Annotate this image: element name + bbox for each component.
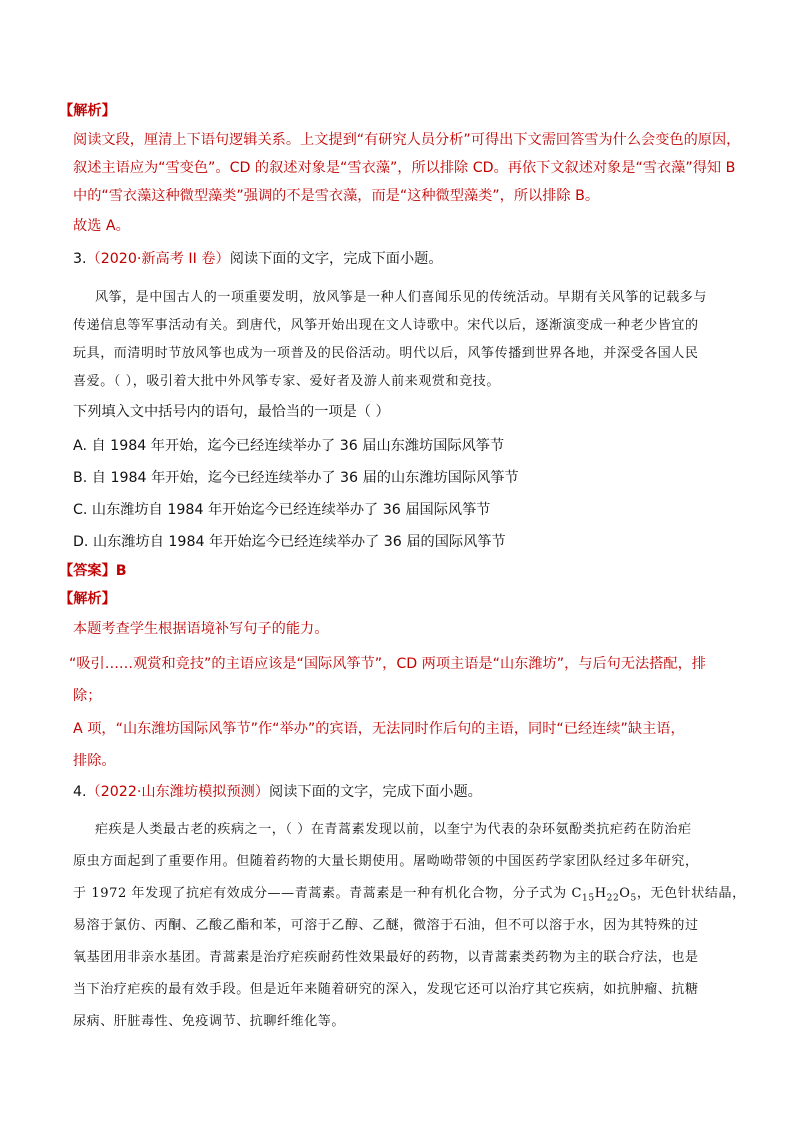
question-prompt: 阅读下面的文字，完成下面小题。 <box>229 251 443 267</box>
answer-line <box>59 561 127 581</box>
passage-line: 疟疾是人类最古老的疾病之一，（ ）在青蒿素发现以前，以奎宁为代表的杂环氨酚类抗疟药在防治疟 <box>95 822 692 837</box>
analysis-line-2: 叙述主语应为“雪变色”。CD 的叙述对象是“雪衣藻”，所以排除 CD。再依下文叙述对象是“雪衣藻”得知 B <box>73 160 736 176</box>
passage-line: 传递信息等军事活动有关。到唐代，风筝开始出现在文人诗歌中。宋代以后，逐渐演变成一种老少皆宜的 <box>73 318 699 333</box>
passage-line: 于 1972 年发现了抗疟有效成分——青蒿素。青蒿素是一种有机化合物，分子式为 $C_{15}H_{22}O_5$，无色针状结晶， <box>73 886 746 904</box>
passage-line: 风筝，是中国古人的一项重要发明，放风筝是一种人们喜闻乐见的传统活动。早期有关风筝的记载多与 <box>95 290 708 305</box>
analysis-line: 除； <box>73 688 102 704</box>
passage-line: 氧基团用非亲水基团。青蒿素是治疗疟疾耐药性效果最好的药物，以青蒿素类药物为主的联合疗法，也是 <box>73 950 699 965</box>
analysis-line: 本题考查学生根据语境补写句子的能力。 <box>73 621 329 637</box>
conclusion: 故选 A。 <box>73 218 130 234</box>
passage-line: 当下治疗疟疾的最有效手段。但是近年来随着研究的深入，发现它还可以治疗其它疾病，如抗肿瘤、抗糖 <box>73 982 699 997</box>
question-stem: 下列填入文中括号内的语句，最恰当的一项是（ ） <box>73 404 390 420</box>
passage-line: 玩具，而清明时节放风筝也成为一项普及的民俗活动。明代以后，风筝传播到世界各地，并深受各国人民 <box>73 346 699 361</box>
option-c: C. 山东潍坊自 1984 年开始迄今已经连续举办了 36 届国际风筝节 <box>73 502 491 518</box>
analysis-line-1: 阅读文段，厘清上下语句逻辑关系。上文提到“有研究人员分析”可得出下文需回答雪为什么会变色的原因， <box>73 132 741 148</box>
passage-line: 易溶于氯仿、丙酮、乙酸乙酯和苯，可溶于乙醇、乙醚，微溶于石油，但不可以溶于水，因为其特殊的过 <box>73 918 699 933</box>
option-d: D. 山东潍坊自 1984 年开始迄今已经连续举办了 36 届的国际风筝节 <box>73 534 506 550</box>
question-source: （2020·新高考 II 卷） <box>86 251 230 267</box>
passage-line: 原虫方面起到了重要作用。但随着药物的大量长期使用。屠呦呦带领的中国医药学家团队经过多年研究， <box>73 854 699 869</box>
analysis-line: A 项，“山东潍坊国际风筝节”作“举办”的宾语，无法同时作后句的主语，同时“已经连续”缺主语， <box>73 721 685 737</box>
answer-value: B <box>115 563 127 579</box>
question-number: 3. <box>73 251 87 267</box>
option-a: A. 自 1984 年开始，迄今已经连续举办了 36 届山东潍坊国际风筝节 <box>73 438 505 454</box>
answer-tag: 【答案】 <box>59 563 116 579</box>
question-3-header <box>73 249 443 269</box>
question-prompt: 阅读下面的文字，完成下面小题。 <box>269 784 482 800</box>
analysis-line: 排除。 <box>73 753 116 769</box>
analysis-line-3: 中的“雪衣藻这种微型藻类”强调的不是雪衣藻，而是“这种微型藻类”，所以排除 B。 <box>73 188 600 204</box>
analysis-tag: 【解析】 <box>59 103 116 119</box>
option-b: B. 自 1984 年开始，迄今已经连续举办了 36 届的山东潍坊国际风筝节 <box>73 470 519 486</box>
analysis-line: “吸引……观赏和竞技”的主语应该是“国际风筝节”，CD 两项主语是“山东潍坊”，与后句无法搭配，排 <box>69 656 706 672</box>
passage-line: 喜爱。（ ），吸引着大批中外风筝专家、爱好者及游人前来观赏和竞技。 <box>73 374 500 389</box>
question-number: 4. <box>73 784 87 800</box>
question-4-header <box>73 782 482 802</box>
question-source: （2022·山东潍坊模拟预测） <box>86 784 270 800</box>
passage-line: 尿病、肝脏毒性、免疫调节、抗聊纤维化等。 <box>73 1014 346 1029</box>
analysis-tag: 【解析】 <box>59 591 116 607</box>
